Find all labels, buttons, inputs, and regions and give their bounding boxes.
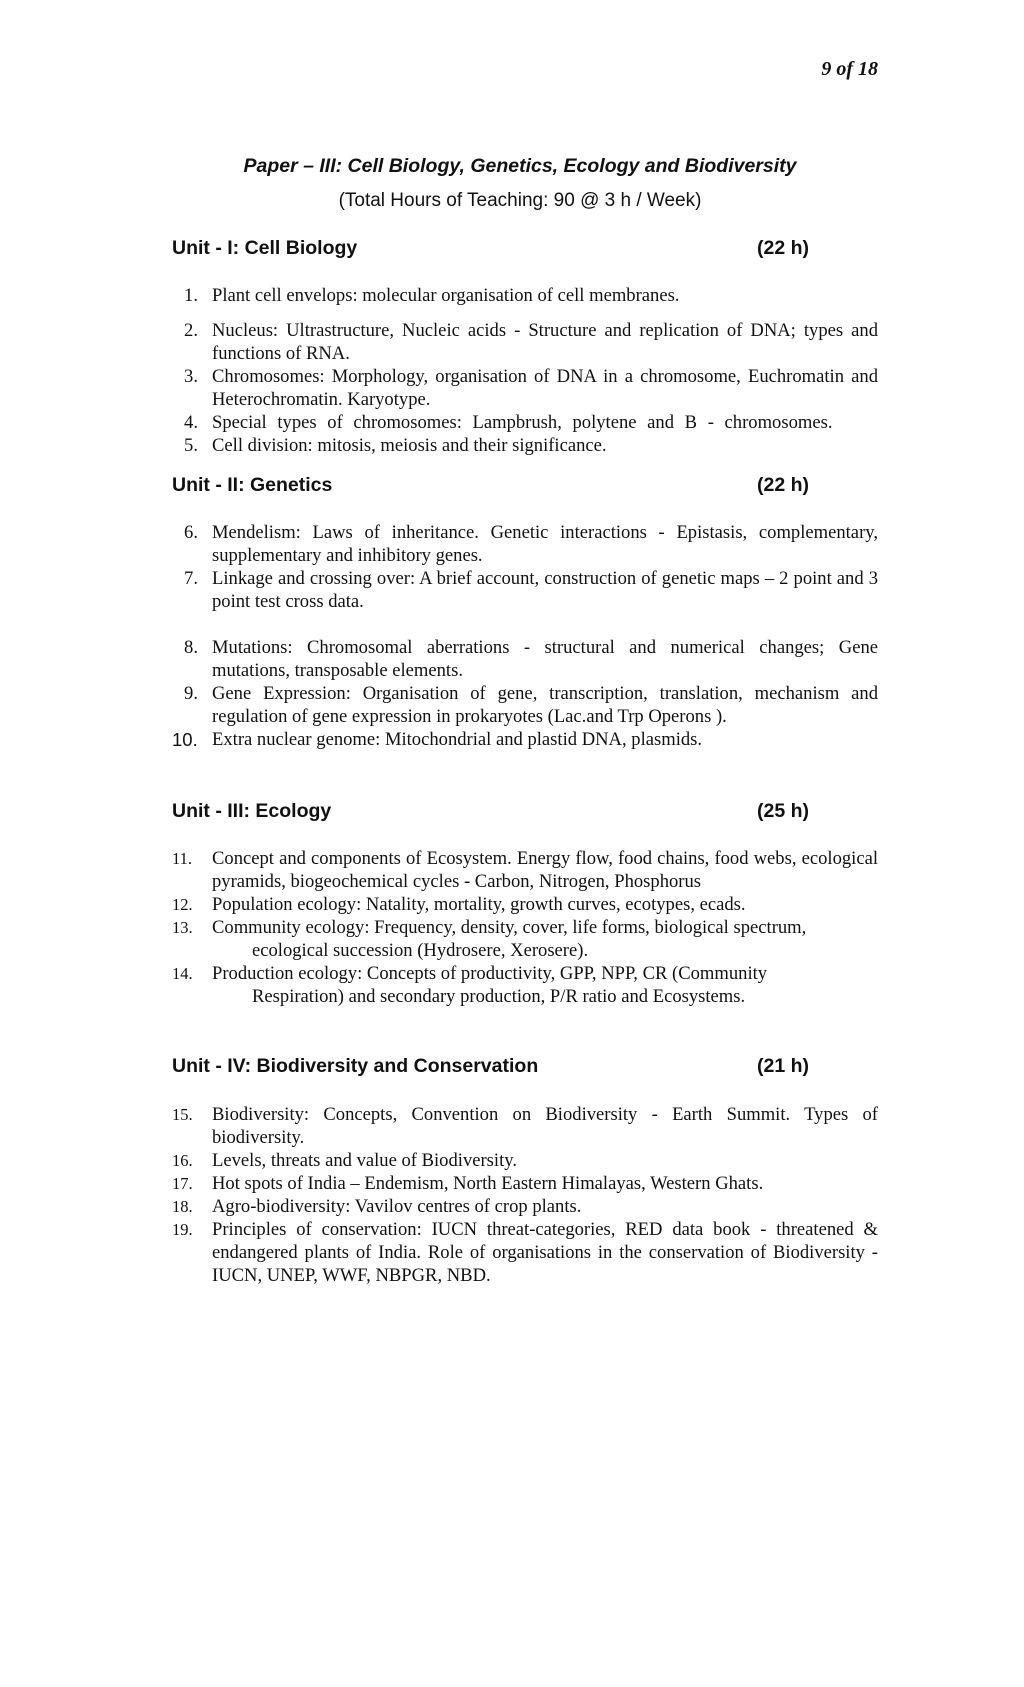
list-item: 14. Production ecology: Concepts of productivity, GPP, NPP, CR (Community Respiration) and secondary production, P/R ratio and Ecosystems. xyxy=(172,962,878,1008)
topic-text-continued: Respiration) and secondary production, P/R ratio and Ecosystems. xyxy=(252,986,746,1007)
list-item: 11. Concept and components of Ecosystem. Energy flow, food chains, food webs, ecological pyramids, biogeochemical cycles - Carbon, Nitrogen, Phosphorus xyxy=(172,848,878,892)
page-number: 9 of 18 xyxy=(821,58,878,80)
list-item: 5. Cell division: mitosis, meiosis and their significance. xyxy=(184,435,607,456)
topic-text: Population ecology: Natality, mortality, growth curves, ecotypes, ecads. xyxy=(212,894,746,915)
list-item: 1. Plant cell envelops: molecular organisation of cell membranes. xyxy=(184,285,680,306)
topic-text: Special types of chromosomes: Lampbrush, polytene and B - chromosomes. xyxy=(212,412,833,433)
topic-text: Chromosomes: Morphology, organisation of DNA in a chromosome, Euchromatin and Heterochromatin. Karyotype. xyxy=(212,366,878,410)
list-item: 4. Special types of chromosomes: Lampbrush, polytene and B - chromosomes. xyxy=(184,412,833,433)
list-item: 15. Biodiversity: Concepts, Convention on Biodiversity - Earth Summit. Types of biodiversity. xyxy=(172,1104,878,1148)
list-item: 3. Chromosomes: Morphology, organisation of DNA in a chromosome, Euchromatin and Heterochromatin. Karyotype. xyxy=(184,366,878,410)
topic-text: Mutations: Chromosomal aberrations - structural and numerical changes; Gene mutations, transposable elements. xyxy=(212,637,878,681)
list-item: 6. Mendelism: Laws of inheritance. Genetic interactions - Epistasis, complementary, supplementary and inhibitory genes. xyxy=(184,522,878,566)
unit-hours: (25 h) xyxy=(757,800,810,822)
list-item: 16. Levels, threats and value of Biodiversity. xyxy=(172,1150,517,1171)
unit-title: Unit - I: Cell Biology xyxy=(172,237,358,259)
list-item: 18. Agro-biodiversity: Vavilov centres of crop plants. xyxy=(172,1196,582,1217)
topic-text: Nucleus: Ultrastructure, Nucleic acids - Structure and replication of DNA; types and functions of RNA. xyxy=(212,320,878,364)
topic-text: Principles of conservation: IUCN threat-categories, RED data book - threatened & endangered plants of India. Role of organisations in the conservation of Biodiversity - IUCN, UNEP, WWF, NBPGR, NBD. xyxy=(212,1219,878,1286)
paper-subtitle: (Total Hours of Teaching: 90 @ 3 h / Week) xyxy=(338,190,702,211)
unit-4-topic-list xyxy=(172,1103,878,1287)
topic-text: Community ecology: Frequency, density, cover, life forms, biological spectrum, xyxy=(212,917,807,938)
list-item: 19. Principles of conservation: IUCN threat-categories, RED data book - threatened & endangered plants of India. Role of organisations in the conservation of Biodiversity - IUCN, UNEP, WWF, NBPGR, NBD. xyxy=(172,1219,878,1286)
unit-hours: (22 h) xyxy=(757,474,810,496)
paper-title: Paper – III: Cell Biology, Genetics, Ecology and Biodiversity xyxy=(243,155,797,177)
unit-4-heading xyxy=(172,1055,812,1078)
unit-hours: (21 h) xyxy=(757,1055,810,1077)
topic-text: Extra nuclear genome: Mitochondrial and plastid DNA, plasmids. xyxy=(212,729,703,750)
topic-text: Linkage and crossing over: A brief account, construction of genetic maps – 2 point and 3 point test cross data. xyxy=(212,568,878,612)
list-item: 9. Gene Expression: Organisation of gene, transcription, translation, mechanism and regulation of gene expression in prokaryotes (Lac.and Trp Operons ). xyxy=(184,683,878,727)
topic-text: Plant cell envelops: molecular organisation of cell membranes. xyxy=(212,285,680,306)
unit-1-topic-list xyxy=(172,284,878,457)
unit-3-topic-list xyxy=(172,847,878,1008)
unit-title: Unit - III: Ecology xyxy=(172,800,332,822)
list-item: 10. Extra nuclear genome: Mitochondrial and plastid DNA, plasmids. xyxy=(172,729,703,750)
list-item: 8. Mutations: Chromosomal aberrations - structural and numerical changes; Gene mutations, transposable elements. xyxy=(184,637,878,681)
list-item: 13. Community ecology: Frequency, density, cover, life forms, biological spectrum, ecological succession (Hydrosere, Xerosere). xyxy=(172,916,878,962)
topic-text: Production ecology: Concepts of productivity, GPP, NPP, CR (Community xyxy=(212,963,768,984)
unit-2-heading xyxy=(172,474,812,497)
topic-text: Biodiversity: Concepts, Convention on Biodiversity - Earth Summit. Types of biodiversity. xyxy=(212,1104,878,1148)
unit-1-heading xyxy=(172,237,812,260)
unit-title: Unit - II: Genetics xyxy=(172,474,333,496)
unit-title: Unit - IV: Biodiversity and Conservation xyxy=(172,1055,539,1077)
topic-text-continued: ecological succession (Hydrosere, Xerosere). xyxy=(252,940,589,961)
list-item: 7. Linkage and crossing over: A brief account, construction of genetic maps – 2 point and 3 point test cross data. xyxy=(184,568,878,612)
unit-3-heading xyxy=(172,800,812,823)
topic-text: Cell division: mitosis, meiosis and their significance. xyxy=(212,435,607,456)
topic-text: Concept and components of Ecosystem. Energy flow, food chains, food webs, ecological pyramids, biogeochemical cycles - Carbon, Nitrogen, Phosphorus xyxy=(212,848,878,892)
topic-text: Gene Expression: Organisation of gene, transcription, translation, mechanism and regulation of gene expression in prokaryotes (Lac.and Trp Operons ). xyxy=(212,683,878,727)
topic-text: Hot spots of India – Endemism, North Eastern Himalayas, Western Ghats. xyxy=(212,1173,764,1194)
unit-2-topic-list xyxy=(172,521,878,751)
topic-text: Levels, threats and value of Biodiversity. xyxy=(212,1150,517,1171)
list-item: 12. Population ecology: Natality, mortality, growth curves, ecotypes, ecads. xyxy=(172,894,746,915)
topic-text: Mendelism: Laws of inheritance. Genetic interactions - Epistasis, complementary, supplementary and inhibitory genes. xyxy=(212,522,878,566)
unit-hours: (22 h) xyxy=(757,237,810,259)
list-item: 17. Hot spots of India – Endemism, North Eastern Himalayas, Western Ghats. xyxy=(172,1173,764,1194)
topic-text: Agro-biodiversity: Vavilov centres of crop plants. xyxy=(212,1196,582,1217)
list-item: 2. Nucleus: Ultrastructure, Nucleic acids - Structure and replication of DNA; types and functions of RNA. xyxy=(184,320,878,364)
